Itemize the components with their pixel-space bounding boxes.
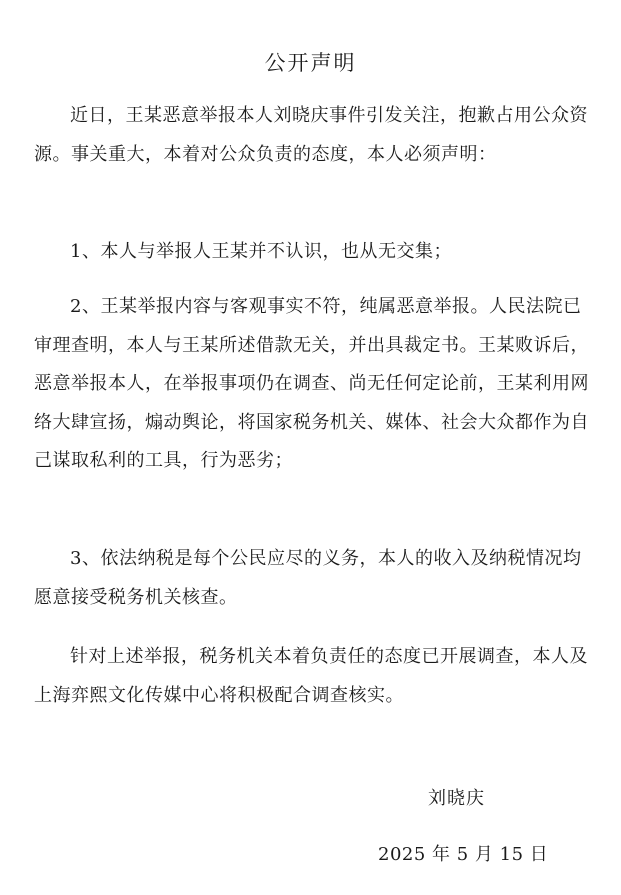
signature-name: 刘晓庆 — [428, 788, 485, 809]
paragraph-point-1: 1、本人与举报人王某并不认识，也从无交集； — [70, 241, 452, 262]
paragraph-point-2: 2、王某举报内容与客观事实不符，纯属恶意举报。人民法院已审理查明，本人与王某所述借款无关，并出具裁定书。王某败诉后，恶意举报本人，在举报事项仍在调查、尚无任何定论前，王某利用网络大肆宣扬，煽动舆论，将国家税务机关、媒体、社会大众都作为自己谋取私利的工具，行为恶劣； — [34, 296, 589, 471]
document-title: 公开声明 — [264, 51, 357, 75]
paragraph-closing: 针对上述举报，税务机关本着负责任的态度已开展调查，本人及上海弈熙文化传媒中心将积极配合调查核实。 — [34, 646, 588, 706]
paragraph-point-3: 3、依法纳税是每个公民应尽的义务，本人的收入及纳税情况均愿意接受税务机关核查。 — [34, 548, 582, 608]
signature-date: 2025 年 5 月 15 日 — [378, 844, 549, 865]
paragraph-intro: 近日，王某恶意举报本人刘晓庆事件引发关注，抱歉占用公众资源。事关重大，本着对公众负责的态度，本人必须声明： — [34, 105, 588, 165]
